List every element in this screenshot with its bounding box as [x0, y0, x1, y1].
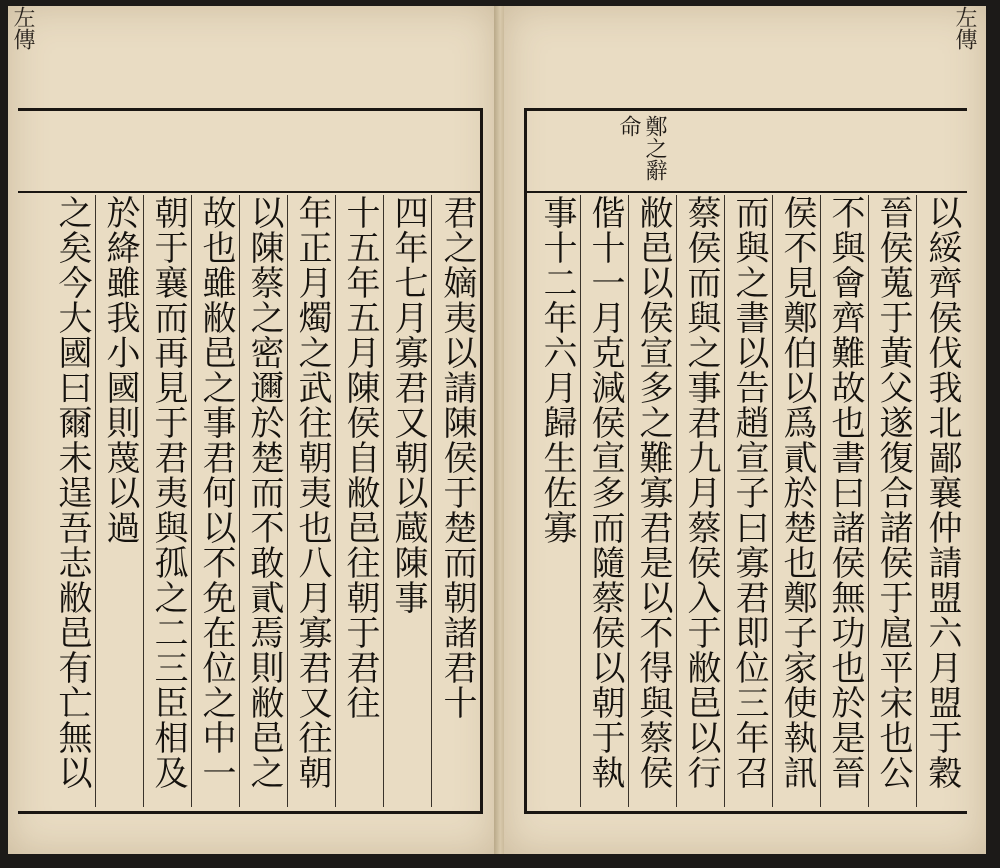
- right-text-frame: [524, 108, 967, 814]
- text-column: 而與之書以告趙宣子曰寡君即位三年召: [725, 195, 773, 807]
- heading-note: 鄭之辭命: [616, 115, 667, 181]
- right-margin-title: 左傳: [952, 6, 977, 50]
- text-column: 事十二年六月歸生佐寡: [533, 195, 581, 807]
- text-column: 以綏齊侯伐我北鄙襄仲請盟六月盟于穀: [922, 195, 962, 790]
- text-column: 四年七月寡君又朝以蔵陳事: [384, 195, 432, 807]
- text-column: 偕十一月克減侯宣多而隨蔡侯以朝于執: [581, 195, 629, 807]
- text-column: 蔡侯而與之事君九月蔡侯入于敝邑以行: [677, 195, 725, 807]
- book-spread: [8, 6, 992, 862]
- text-column: 故也雖敝邑之事君何以不免在位之中一: [192, 195, 240, 807]
- left-margin-title: 左傳: [10, 6, 35, 50]
- left-page: [8, 6, 496, 854]
- text-column: 十五年五月陳侯自敝邑往朝于君往: [336, 195, 384, 807]
- text-column: 晉侯蒐于黃父遂復合諸侯于扈平宋也公: [869, 195, 917, 807]
- text-column: 年正月燭之武往朝夷也八月寡君又往朝: [288, 195, 336, 807]
- text-column: 君之嫡夷以請陳侯于楚而朝諸君十: [437, 195, 477, 720]
- text-column: 之矣今大國曰爾未逞吾志敝邑有亡無以: [48, 195, 96, 807]
- text-column: 侯不見鄭伯以爲貳於楚也鄭子家使執訊: [773, 195, 821, 807]
- text-column: 於絳雖我小國則蔑以過: [96, 195, 144, 807]
- text-column: 不與會齊難故也書曰諸侯無功也於是晉: [821, 195, 869, 807]
- text-column: 以陳蔡之密邇於楚而不敢貳焉則敝邑之: [240, 195, 288, 807]
- left-text-frame: [18, 108, 483, 814]
- right-page: [504, 6, 986, 854]
- left-header-band: [18, 111, 480, 193]
- text-column: 朝于襄而再見于君夷與孤之二三臣相及: [144, 195, 192, 807]
- text-column: 敝邑以侯宣多之難寡君是以不得與蔡侯: [629, 195, 677, 807]
- right-header-band: [527, 111, 967, 193]
